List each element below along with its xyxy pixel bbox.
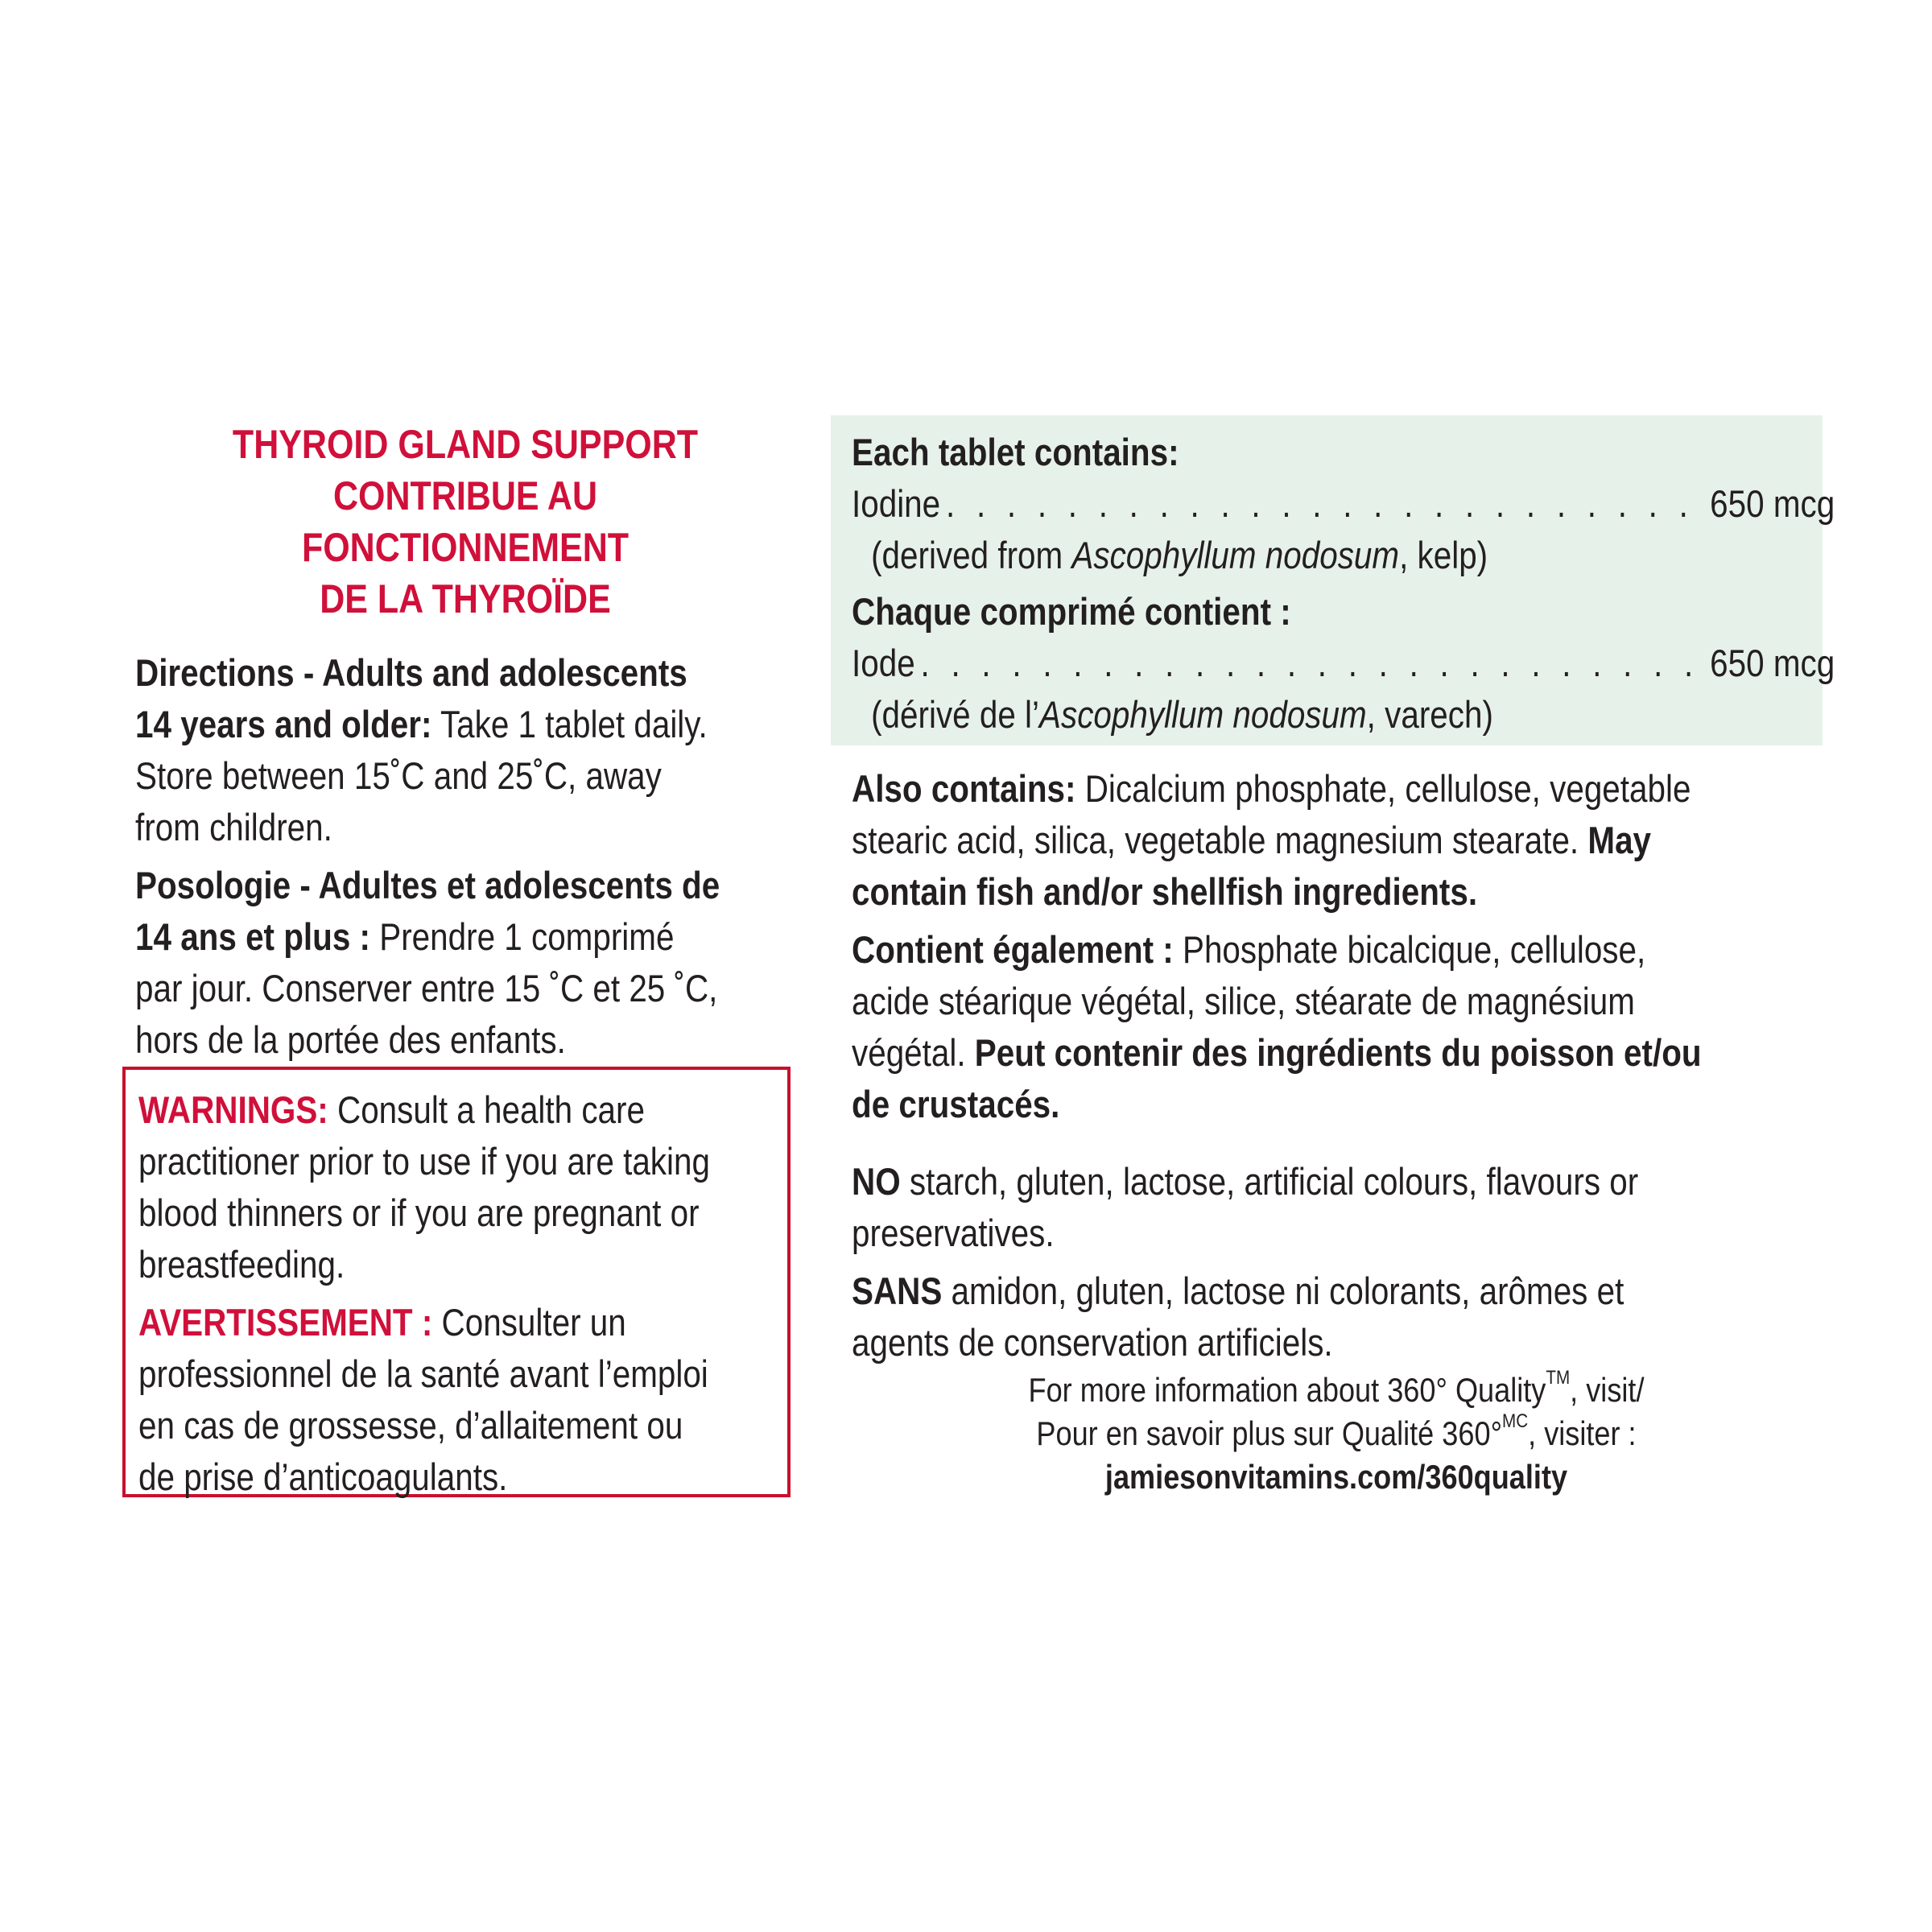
right-column-text [852,763,1818,1375]
headline-en: THYROID GLAND SUPPORT [232,422,699,467]
footer-line2-post: , visiter : [1528,1414,1637,1452]
ingredient-en-source [852,530,1835,581]
ingredient-en-species: Ascophyllum nodosum [1071,534,1400,576]
free-from-en-a: starch, gluten, lactose, artificial colours, flavours or [900,1160,1639,1203]
ingredients-fr-heading: Chaque comprimé contient : [852,590,1291,633]
warnings-fr-a: Consulter un [432,1301,626,1344]
warnings-fr [138,1297,910,1503]
warnings-fr-c: en cas de grossesse, d’allaitement ou [138,1404,683,1447]
footer-url[interactable]: jamiesonvitamins.com/360quality [1104,1458,1568,1496]
also-contains-en-bold-a: May [1587,819,1652,861]
also-contains-fr-c: végétal. [852,1031,975,1074]
free-from-fr-b: agents de conservation artificiels. [852,1321,1333,1364]
directions-en-text-a: Take 1 tablet daily. [431,703,708,745]
directions-fr-text-b: par jour. Conserver entre 15 ˚C et 25 ˚C, [135,967,718,1009]
free-from-en-label: NO [852,1160,901,1203]
ingredients-en-heading: Each tablet contains: [852,431,1179,473]
ingredients-panel [831,415,1835,745]
footer-line1-text: For more information about 360° Quality [1028,1371,1546,1409]
ingredient-en-name: Iodine [852,482,941,525]
headline-fr-line2: DE LA THYROÏDE [320,576,611,621]
also-contains-fr-a: Phosphate bicalcique, cellulose, [1173,928,1646,971]
also-contains-fr-label: Contient également : [852,928,1174,971]
directions-en-label-b: 14 years and older: [135,703,432,745]
ingredient-fr-amount: 650 mcg [1710,642,1835,684]
ingredient-fr-source-pre: (dérivé de l’ [871,693,1040,736]
directions-fr [135,860,794,1066]
headline-fr-line1: CONTRIBUE AU FONCTIONNEMENT [301,473,630,570]
ingredient-row-fr [852,638,1835,689]
also-contains-en-a: Dicalcium phosphate, cellulose, vegetable [1075,767,1691,810]
directions-fr-text-c: hors de la portée des enfants. [135,1018,566,1061]
directions-en [135,647,794,853]
warnings-fr-b: professionnel de la santé avant l’emploi [138,1352,708,1395]
warnings-en-a: Consult a health care [328,1088,645,1131]
also-contains-fr-bold-b: de crustacés. [852,1083,1060,1125]
ingredient-fr-source [852,689,1835,741]
also-contains-fr-b: acide stéarique végétal, silice, stéarate de magnésium [852,980,1635,1022]
directions-fr-label-a: Posologie - Adultes et adolescents de [135,864,720,906]
warnings-fr-d: de prise d’anticoagulants. [138,1455,508,1498]
dot-leader [921,638,1705,689]
warnings-en-d: breastfeeding. [138,1243,345,1286]
warnings-en-b: practitioner prior to use if you are taking [138,1140,710,1183]
directions-fr-text-a: Prendre 1 comprimé [370,915,675,958]
directions-fr-label-b: 14 ans et plus : [135,915,371,958]
warnings-en-c: blood thinners or if you are pregnant or [138,1191,700,1234]
warnings-en-label: WARNINGS: [138,1088,328,1131]
left-column [135,419,795,1072]
also-contains-en-label: Also contains: [852,767,1076,810]
directions-en-label-a: Directions - Adults and adolescents [135,651,687,694]
footer [837,1368,1835,1499]
warnings-fr-label: AVERTISSEMENT : [138,1301,433,1344]
footer-line2-text: Pour en savoir plus sur Qualité 360° [1036,1414,1503,1452]
ingredient-en-source-pre: (derived from [871,534,1072,576]
trademark-sup: TM [1546,1367,1571,1389]
ingredient-en-amount: 650 mcg [1710,482,1835,525]
ingredient-fr-name: Iode [852,642,915,684]
free-from-fr-label: SANS [852,1269,943,1312]
free-from-en-b: preservatives. [852,1212,1055,1254]
ingredient-fr-species: Ascophyllum nodosum [1039,693,1367,736]
dot-leader [946,478,1704,530]
footer-line1 [907,1368,1765,1412]
footer-line1-post: , visit/ [1570,1371,1645,1409]
also-contains-en [852,763,1815,918]
ingredient-row-en [852,478,1835,530]
also-contains-en-bold-b: contain fish and/or shellfish ingredients. [852,870,1478,913]
warnings-box [122,1067,791,1497]
also-contains-fr [852,924,1815,1130]
directions-en-text-c: from children. [135,806,332,848]
free-from-fr [852,1265,1815,1368]
footer-line2 [907,1412,1765,1455]
directions-en-text-b: Store between 15˚C and 25˚C, away [135,754,662,797]
trademark-mc-sup: MC [1502,1410,1529,1432]
ingredient-en-source-post: , kelp) [1399,534,1488,576]
also-contains-fr-bold-a: Peut contenir des ingrédients du poisson et/ou [974,1031,1702,1074]
free-from-en [852,1156,1815,1259]
free-from-fr-a: amidon, gluten, lactose ni colorants, arômes et [942,1269,1624,1312]
warnings-en [138,1084,910,1290]
also-contains-en-b: stearic acid, silica, vegetable magnesium stearate. [852,819,1588,861]
ingredient-fr-source-post: , varech) [1366,693,1493,736]
